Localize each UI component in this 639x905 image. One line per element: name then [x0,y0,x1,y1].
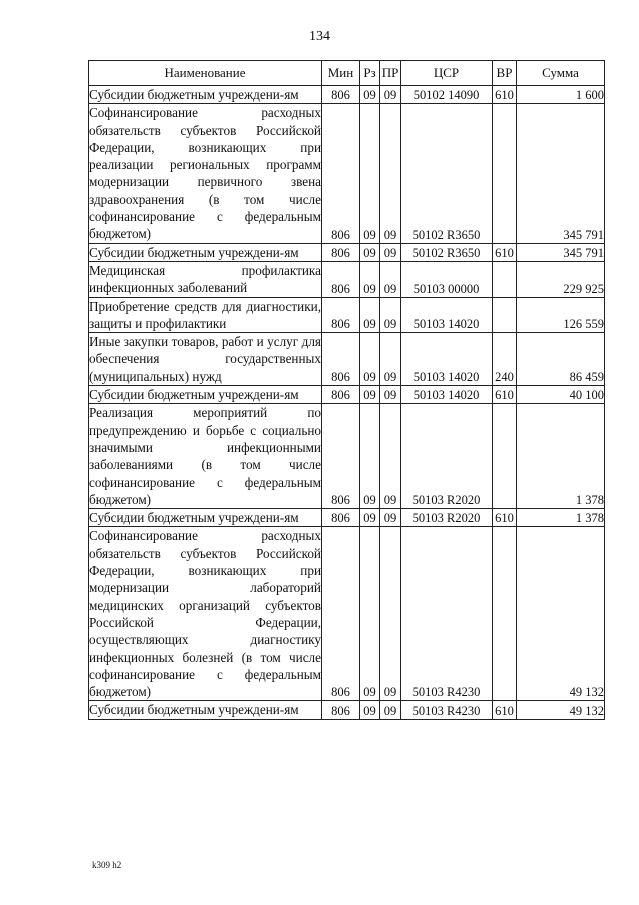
table-row [89,243,605,261]
row-pr: 09 [380,261,401,297]
row-min: 806 [322,386,360,404]
row-sum: 1 600 [517,86,605,104]
row-name: Субсидии бюджетным учреждени-ям [89,509,322,527]
row-name: Субсидии бюджетным учреждени-ям [89,701,322,719]
row-csr: 50103 R4230 [401,701,493,719]
row-rz: 09 [360,86,380,104]
row-vr [493,404,517,509]
row-pr: 09 [380,386,401,404]
row-csr: 50103 R2020 [401,404,493,509]
row-vr: 610 [493,386,517,404]
header-csr: ЦСР [401,61,493,86]
row-sum: 1 378 [517,404,605,509]
row-csr: 50103 R4230 [401,527,493,701]
header-min: Мин [322,61,360,86]
row-min: 806 [322,104,360,243]
row-rz: 09 [360,104,380,243]
table-row [89,701,605,719]
row-csr: 50103 14020 [401,333,493,386]
table-row [89,86,605,104]
row-name: Реализация мероприятий по предупреждению и борьбе с социально значимыми инфекционными заболеваниями (в том числе софинансирование с федеральным бюджетом) [89,405,321,507]
row-pr: 09 [380,701,401,719]
row-pr: 09 [380,404,401,509]
row-sum: 126 559 [517,297,605,333]
row-name: Медицинская профилактика инфекционных заболеваний [89,262,321,296]
row-sum: 49 132 [517,527,605,701]
table-row [89,404,605,509]
row-pr: 09 [380,527,401,701]
row-csr: 50103 R2020 [401,509,493,527]
row-rz: 09 [360,261,380,297]
row-csr: 50102 R3650 [401,243,493,261]
table-row [89,261,605,297]
header-rz: Рз [360,61,380,86]
row-min: 806 [322,404,360,509]
row-rz: 09 [360,527,380,701]
row-vr: 610 [493,86,517,104]
row-name: Субсидии бюджетным учреждени-ям [89,386,322,404]
row-name: Софинансирование расходных обязательств субъектов Российской Федерации, возникающих при модернизации лабораторий медицинских организаций субъектов Российской Федерации, осуществляющих диагностику инфекционных болезней (в том числе софинансирование с федеральным бюджетом) [89,528,321,700]
row-min: 806 [322,527,360,701]
row-rz: 09 [360,509,380,527]
row-vr: 610 [493,701,517,719]
row-csr: 50103 14020 [401,386,493,404]
row-rz: 09 [360,333,380,386]
header-name: Наименование [89,61,322,86]
row-vr [493,527,517,701]
header-sum: Сумма [517,61,605,86]
row-rz: 09 [360,386,380,404]
row-sum: 49 132 [517,701,605,719]
row-name: Иные закупки товаров, работ и услуг для обеспечения государственных (муниципальных) нужд [89,334,321,384]
row-min: 806 [322,86,360,104]
row-sum: 345 791 [517,104,605,243]
table-row [89,333,605,386]
row-name: Субсидии бюджетным учреждени-ям [89,243,322,261]
row-vr: 610 [493,243,517,261]
row-csr: 50103 14020 [401,297,493,333]
row-vr: 610 [493,509,517,527]
row-csr: 50103 00000 [401,261,493,297]
row-csr: 50102 R3650 [401,104,493,243]
footer-code: k309 h2 [92,860,122,870]
table-row [89,527,605,701]
row-pr: 09 [380,243,401,261]
row-rz: 09 [360,404,380,509]
row-sum: 1 378 [517,509,605,527]
row-name: Приобретение средств для диагностики, защиты и профилактики [89,298,321,331]
row-sum: 86 459 [517,333,605,386]
table-row [89,297,605,333]
row-pr: 09 [380,333,401,386]
row-sum: 345 791 [517,243,605,261]
row-min: 806 [322,333,360,386]
row-sum: 40 100 [517,386,605,404]
row-csr: 50102 14090 [401,86,493,104]
table-row [89,386,605,404]
row-pr: 09 [380,104,401,243]
row-min: 806 [322,243,360,261]
row-sum: 229 925 [517,261,605,297]
row-rz: 09 [360,243,380,261]
table-row [89,104,605,243]
row-min: 806 [322,297,360,333]
table-row [89,509,605,527]
budget-table [88,60,605,720]
row-name: Субсидии бюджетным учреждени-ям [89,86,322,104]
header-vr: ВР [493,61,517,86]
row-vr [493,297,517,333]
row-min: 806 [322,509,360,527]
row-vr [493,261,517,297]
row-pr: 09 [380,297,401,333]
row-min: 806 [322,701,360,719]
page-number: 134 [309,29,330,44]
table-header-row [89,61,605,86]
row-name: Софинансирование расходных обязательств субъектов Российской Федерации, возникающих при реализации региональных программ модернизации первичного звена здравоохранения (в том числе софинансирование с федеральным бюджетом) [89,105,321,242]
row-vr: 240 [493,333,517,386]
row-rz: 09 [360,297,380,333]
header-pr: ПР [380,61,401,86]
row-rz: 09 [360,701,380,719]
row-vr [493,104,517,243]
row-pr: 09 [380,86,401,104]
row-pr: 09 [380,509,401,527]
row-min: 806 [322,261,360,297]
